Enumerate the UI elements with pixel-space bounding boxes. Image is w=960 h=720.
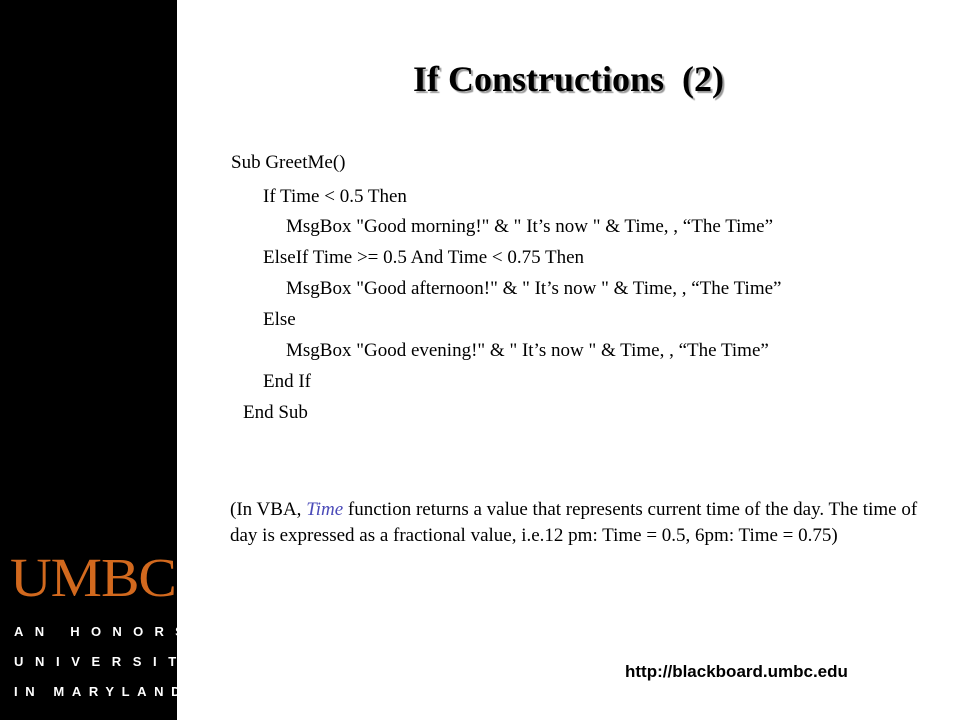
code-line-if: If Time < 0.5 Then [263,186,407,207]
code-line-end-sub: End Sub [243,402,308,423]
sidebar [0,0,209,720]
slide-title: If Constructions (2) [413,59,724,99]
code-line-msgbox-morning: MsgBox "Good morning!" & " It’s now " & Time, , “The Time” [286,216,774,237]
code-line-msgbox-evening: MsgBox "Good evening!" & " It’s now " & Time, , “The Time” [286,340,769,361]
code-line-msgbox-afternoon: MsgBox "Good afternoon!" & " It’s now " & Time, , “The Time” [286,278,782,299]
tagline-line-1: AN HONORS [14,624,196,639]
note-keyword-time: Time [306,499,344,520]
tagline-line-3: IN MARYLAND [14,684,189,699]
umbc-logo: UMBC [10,547,176,608]
code-line-sub: Sub GreetMe() [231,152,346,173]
blackboard-url: http://blackboard.umbc.edu [625,662,848,681]
note-suffix: function returns a value that represents current time of the day. The time of day is expressed as a fractional value, i.e.12 pm: Time = 0.5, 6pm: Time = 0.75) [230,499,918,546]
explanation-note [230,497,920,549]
note-prefix: (In VBA, [230,499,307,520]
tagline-line-2: UNIVERSITY [14,654,209,669]
code-line-else: Else [263,309,296,330]
code-line-end-if: End If [263,371,312,392]
code-line-elseif: ElseIf Time >= 0.5 And Time < 0.75 Then [263,247,585,268]
